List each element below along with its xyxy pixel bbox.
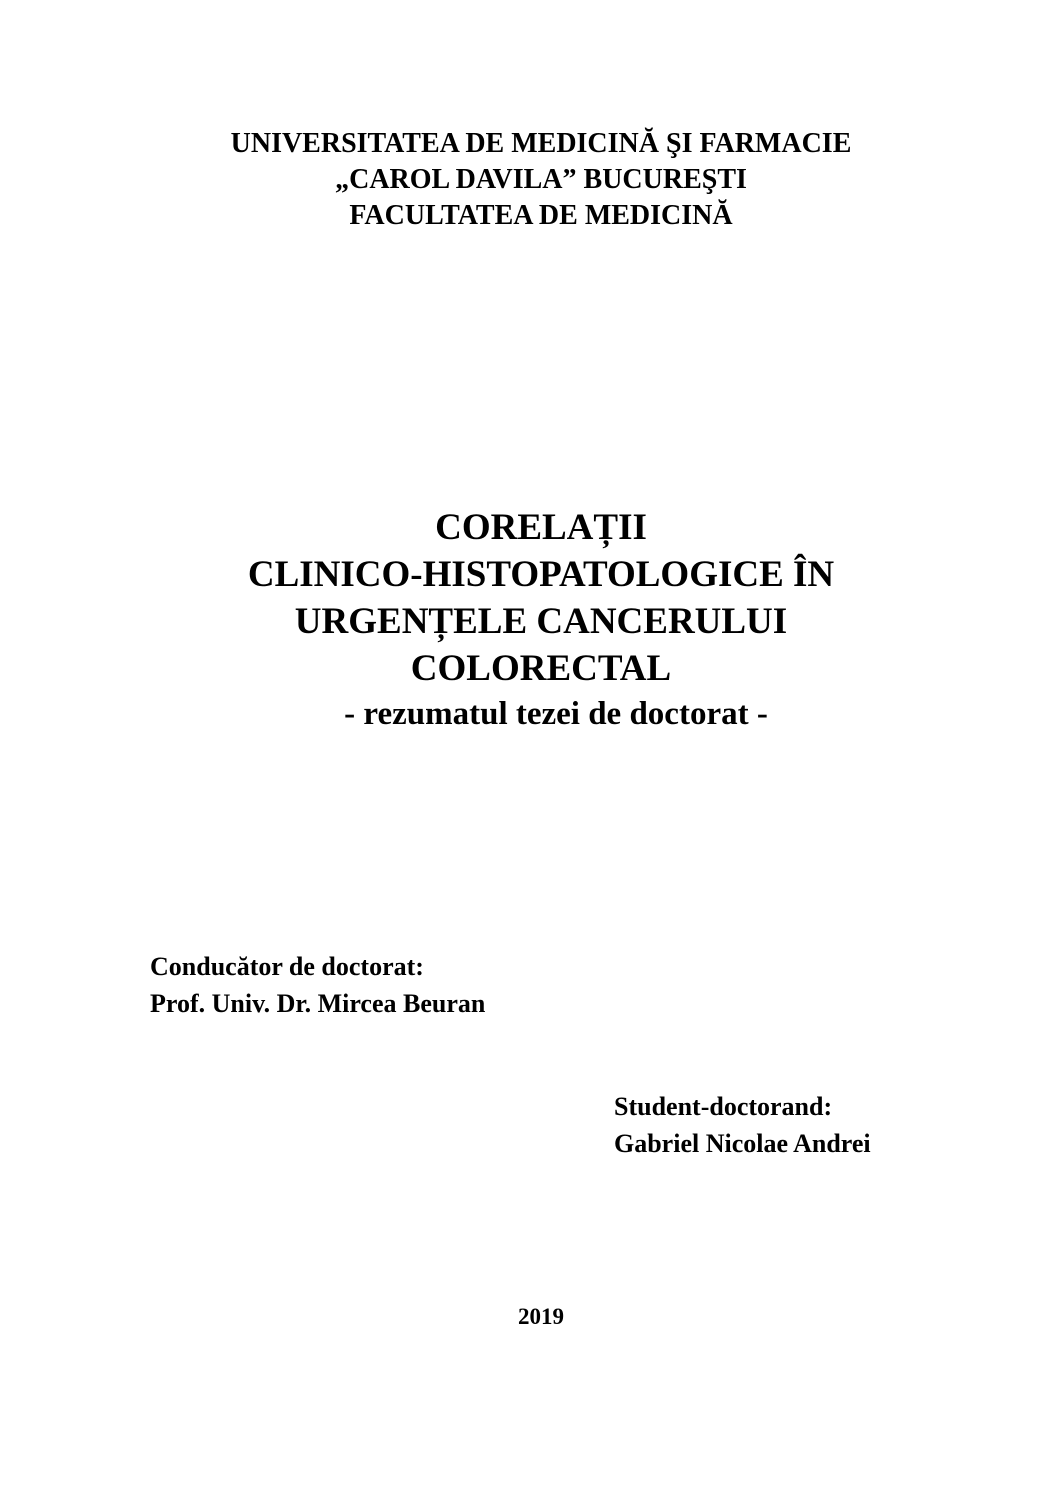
university-name: UNIVERSITATEA DE MEDICINĂ ŞI FARMACIE <box>230 128 852 159</box>
title-line-3: URGENȚELE CANCERULUI <box>294 601 788 642</box>
supervisor-label: Conducător de doctorat: <box>150 952 424 981</box>
student-name: Gabriel Nicolae Andrei <box>614 1129 871 1158</box>
publication-year: 2019 <box>518 1304 564 1329</box>
faculty-name: FACULTATEA DE MEDICINĂ <box>349 200 733 231</box>
supervisor-block <box>150 948 485 1022</box>
student-label: Student-doctorand: <box>614 1092 833 1121</box>
title-line-4: COLORECTAL <box>410 648 672 689</box>
thesis-subtitle: - rezumatul tezei de doctorat - <box>344 696 768 732</box>
title-line-1: CORELAȚII <box>435 507 647 548</box>
title-line-2: CLINICO-HISTOPATOLOGICE ÎN <box>247 554 835 595</box>
university-city: „CAROL DAVILA” BUCUREŞTI <box>335 164 747 195</box>
thesis-title <box>0 504 1058 736</box>
institution-header <box>0 126 1058 234</box>
student-block <box>614 1088 871 1162</box>
supervisor-name: Prof. Univ. Dr. Mircea Beuran <box>150 989 486 1018</box>
